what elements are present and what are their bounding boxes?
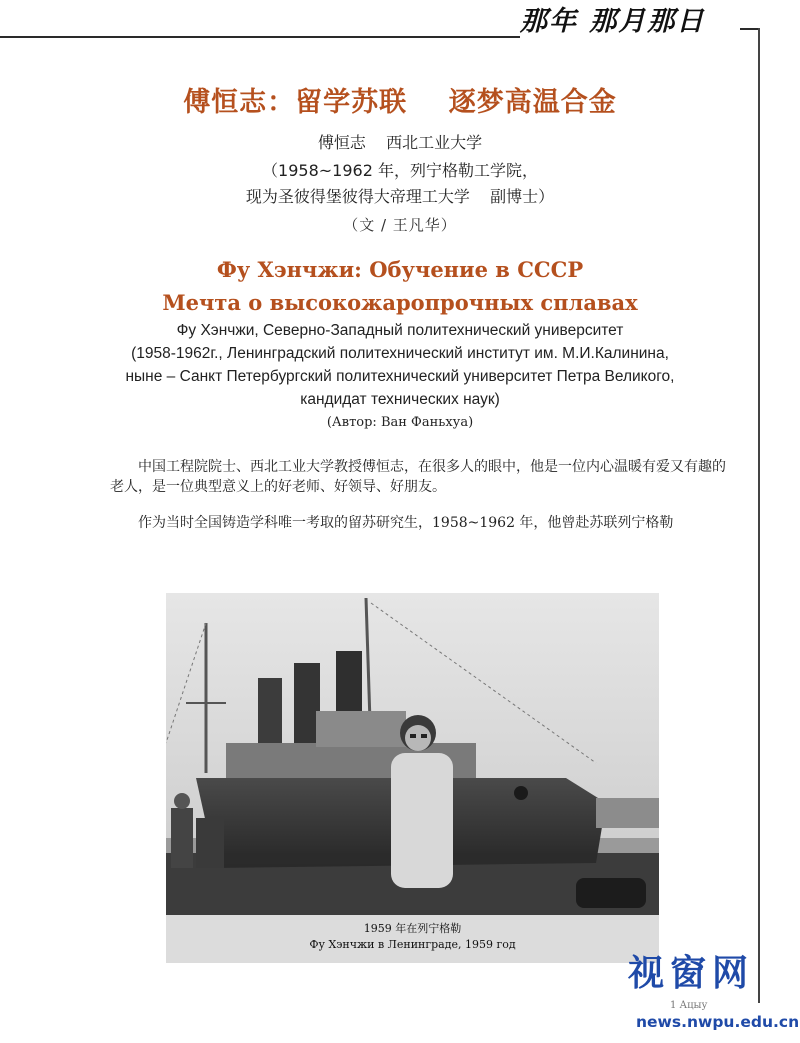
study-period-zh: （1958~1962 年，列宁格勒工学院， bbox=[262, 161, 538, 180]
watermark-url: news.nwpu.edu.cn bbox=[636, 1013, 800, 1031]
photo-cruiser-aurora bbox=[166, 593, 659, 915]
author-affiliation-zh: 傅恒志 西北工业大学 bbox=[317, 133, 483, 152]
article-title-ru-line2: Мечта о высокожаропрочных сплавах bbox=[162, 290, 638, 315]
study-period-ru: (1958-1962г., Ленинградский политехнический институт им. М.И.Калинина, bbox=[131, 345, 669, 362]
degree-info-zh: 现为圣彼得堡彼得大帝理工大学 副博士） bbox=[245, 187, 555, 206]
degree-info-ru: кандидат технических наук) bbox=[300, 391, 500, 408]
photo-caption-ru: Фу Хэнчжи в Ленинграде, 1959 год bbox=[309, 938, 516, 951]
photo-caption bbox=[166, 915, 659, 963]
magazine-column-logo: 那年 那月那日 bbox=[520, 6, 706, 37]
body-paragraph-2: 作为当时全国铸造学科唯一考取的留苏研究生，1958~1962 年，他曾赴苏联列宁格勒 bbox=[138, 515, 674, 531]
page-number-mark: 1 Ацыу bbox=[670, 1000, 708, 1011]
article-title-ru-line1: Фу Хэнчжи: Обучение в СССР bbox=[216, 257, 584, 282]
watermark-site-name: 视窗网 bbox=[628, 953, 755, 994]
university-now-ru: ныне – Санкт Петербургский политехнический университет Петра Великого, bbox=[125, 368, 675, 385]
byline-zh: （文 / 王凡华） bbox=[343, 216, 457, 234]
historical-photo bbox=[166, 593, 659, 915]
header-rule-right bbox=[740, 28, 758, 30]
header-rule bbox=[0, 36, 520, 38]
photo-caption-zh: 1959 年在列宁格勒 bbox=[363, 922, 462, 935]
byline-ru: (Автор: Ван Фаньхуа) bbox=[326, 415, 474, 430]
article-title-zh: 傅恒志：留学苏联 逐梦高温合金 bbox=[183, 87, 617, 118]
author-affiliation-ru: Фу Хэнчжи, Северно-Западный политехнический университет bbox=[176, 322, 624, 339]
body-paragraph-1: 中国工程院院士、西北工业大学教授傅恒志，在很多人的眼中，他是一位内心温暖有爱又有趣的老人，是一位典型意义上的好老师、好领导、好朋友。 bbox=[110, 459, 726, 495]
